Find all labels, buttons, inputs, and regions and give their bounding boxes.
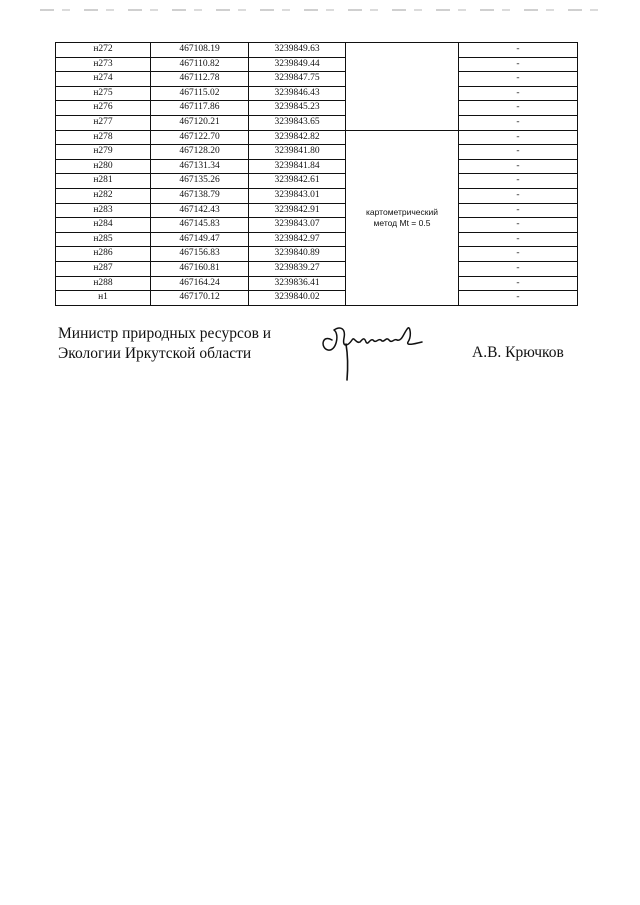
y-coordinate-cell: 3239836.41 xyxy=(249,276,346,291)
x-coordinate-cell: 467112.78 xyxy=(151,72,249,87)
x-coordinate-cell: 467131.34 xyxy=(151,159,249,174)
point-cell: н284 xyxy=(56,218,151,233)
table-row xyxy=(56,115,578,130)
x-coordinate-cell: 467115.02 xyxy=(151,86,249,101)
y-coordinate-cell: 3239849.63 xyxy=(249,43,346,58)
y-coordinate-cell: 3239846.43 xyxy=(249,86,346,101)
point-cell: н287 xyxy=(56,261,151,276)
value-cell: - xyxy=(459,203,578,218)
table-row xyxy=(56,101,578,116)
value-cell: - xyxy=(459,101,578,116)
x-coordinate-cell: 467149.47 xyxy=(151,232,249,247)
x-coordinate-cell: 467156.83 xyxy=(151,247,249,262)
y-coordinate-cell: 3239842.91 xyxy=(249,203,346,218)
scan-artifact-line xyxy=(40,9,600,11)
value-cell: - xyxy=(459,43,578,58)
y-coordinate-cell: 3239842.97 xyxy=(249,232,346,247)
table-row xyxy=(56,203,578,218)
x-coordinate-cell: 467170.12 xyxy=(151,291,249,306)
point-cell: н281 xyxy=(56,174,151,189)
point-cell: н278 xyxy=(56,130,151,145)
x-coordinate-cell: 467138.79 xyxy=(151,188,249,203)
y-coordinate-cell: 3239840.02 xyxy=(249,291,346,306)
table-row xyxy=(56,57,578,72)
point-cell: н272 xyxy=(56,43,151,58)
value-cell: - xyxy=(459,218,578,233)
point-cell: н1 xyxy=(56,291,151,306)
x-coordinate-cell: 467120.21 xyxy=(151,115,249,130)
x-coordinate-cell: 467108.19 xyxy=(151,43,249,58)
x-coordinate-cell: 467110.82 xyxy=(151,57,249,72)
value-cell: - xyxy=(459,72,578,87)
table-row xyxy=(56,174,578,189)
minister-title-line-1: Министр природных ресурсов и xyxy=(58,325,272,342)
x-coordinate-cell: 467128.20 xyxy=(151,145,249,160)
value-cell: - xyxy=(459,291,578,306)
table-row xyxy=(56,232,578,247)
table-row xyxy=(56,276,578,291)
table-row xyxy=(56,247,578,262)
value-cell: - xyxy=(459,232,578,247)
value-cell: - xyxy=(459,57,578,72)
y-coordinate-cell: 3239847.75 xyxy=(249,72,346,87)
value-cell: - xyxy=(459,159,578,174)
y-coordinate-cell: 3239842.61 xyxy=(249,174,346,189)
table-row xyxy=(56,261,578,276)
y-coordinate-cell: 3239841.80 xyxy=(249,145,346,160)
method-line-2: метод Mt = 0.5 xyxy=(373,217,431,228)
point-cell: н280 xyxy=(56,159,151,174)
y-coordinate-cell: 3239843.01 xyxy=(249,188,346,203)
value-cell: - xyxy=(459,174,578,189)
point-cell: н275 xyxy=(56,86,151,101)
y-coordinate-cell: 3239843.07 xyxy=(249,218,346,233)
table-row xyxy=(56,72,578,87)
point-cell: н282 xyxy=(56,188,151,203)
x-coordinate-cell: 467117.86 xyxy=(151,101,249,116)
value-cell: - xyxy=(459,261,578,276)
value-cell: - xyxy=(459,247,578,262)
point-cell: н279 xyxy=(56,145,151,160)
value-cell: - xyxy=(459,130,578,145)
value-cell: - xyxy=(459,188,578,203)
table-row xyxy=(56,159,578,174)
y-coordinate-cell: 3239845.23 xyxy=(249,101,346,116)
x-coordinate-cell: 467160.81 xyxy=(151,261,249,276)
x-coordinate-cell: 467135.26 xyxy=(151,174,249,189)
point-cell: н283 xyxy=(56,203,151,218)
table-row xyxy=(56,43,578,58)
y-coordinate-cell: 3239841.84 xyxy=(249,159,346,174)
table-row xyxy=(56,86,578,101)
y-coordinate-cell: 3239842.82 xyxy=(249,130,346,145)
table-row xyxy=(56,218,578,233)
table-row xyxy=(56,291,578,306)
coordinates-table xyxy=(55,42,578,306)
method-cell-blank xyxy=(346,43,459,131)
value-cell: - xyxy=(459,276,578,291)
y-coordinate-cell: 3239840.89 xyxy=(249,247,346,262)
point-cell: н276 xyxy=(56,101,151,116)
method-line-1: картометрический xyxy=(366,207,438,217)
table-row xyxy=(56,145,578,160)
x-coordinate-cell: 467145.83 xyxy=(151,218,249,233)
y-coordinate-cell: 3239849.44 xyxy=(249,57,346,72)
x-coordinate-cell: 467122.70 xyxy=(151,130,249,145)
signer-name: А.В. Крючков xyxy=(472,344,564,361)
point-cell: н277 xyxy=(56,115,151,130)
minister-title xyxy=(58,324,271,364)
point-cell: н273 xyxy=(56,57,151,72)
handwritten-signature xyxy=(318,320,428,384)
table-row xyxy=(56,130,578,145)
value-cell: - xyxy=(459,86,578,101)
point-cell: н288 xyxy=(56,276,151,291)
point-cell: н285 xyxy=(56,232,151,247)
y-coordinate-cell: 3239839.27 xyxy=(249,261,346,276)
x-coordinate-cell: 467164.24 xyxy=(151,276,249,291)
value-cell: - xyxy=(459,145,578,160)
table-row xyxy=(56,188,578,203)
method-cell xyxy=(346,130,459,305)
value-cell: - xyxy=(459,115,578,130)
y-coordinate-cell: 3239843.65 xyxy=(249,115,346,130)
point-cell: н274 xyxy=(56,72,151,87)
x-coordinate-cell: 467142.43 xyxy=(151,203,249,218)
point-cell: н286 xyxy=(56,247,151,262)
minister-title-line-2: Экологии Иркутской области xyxy=(58,345,252,362)
